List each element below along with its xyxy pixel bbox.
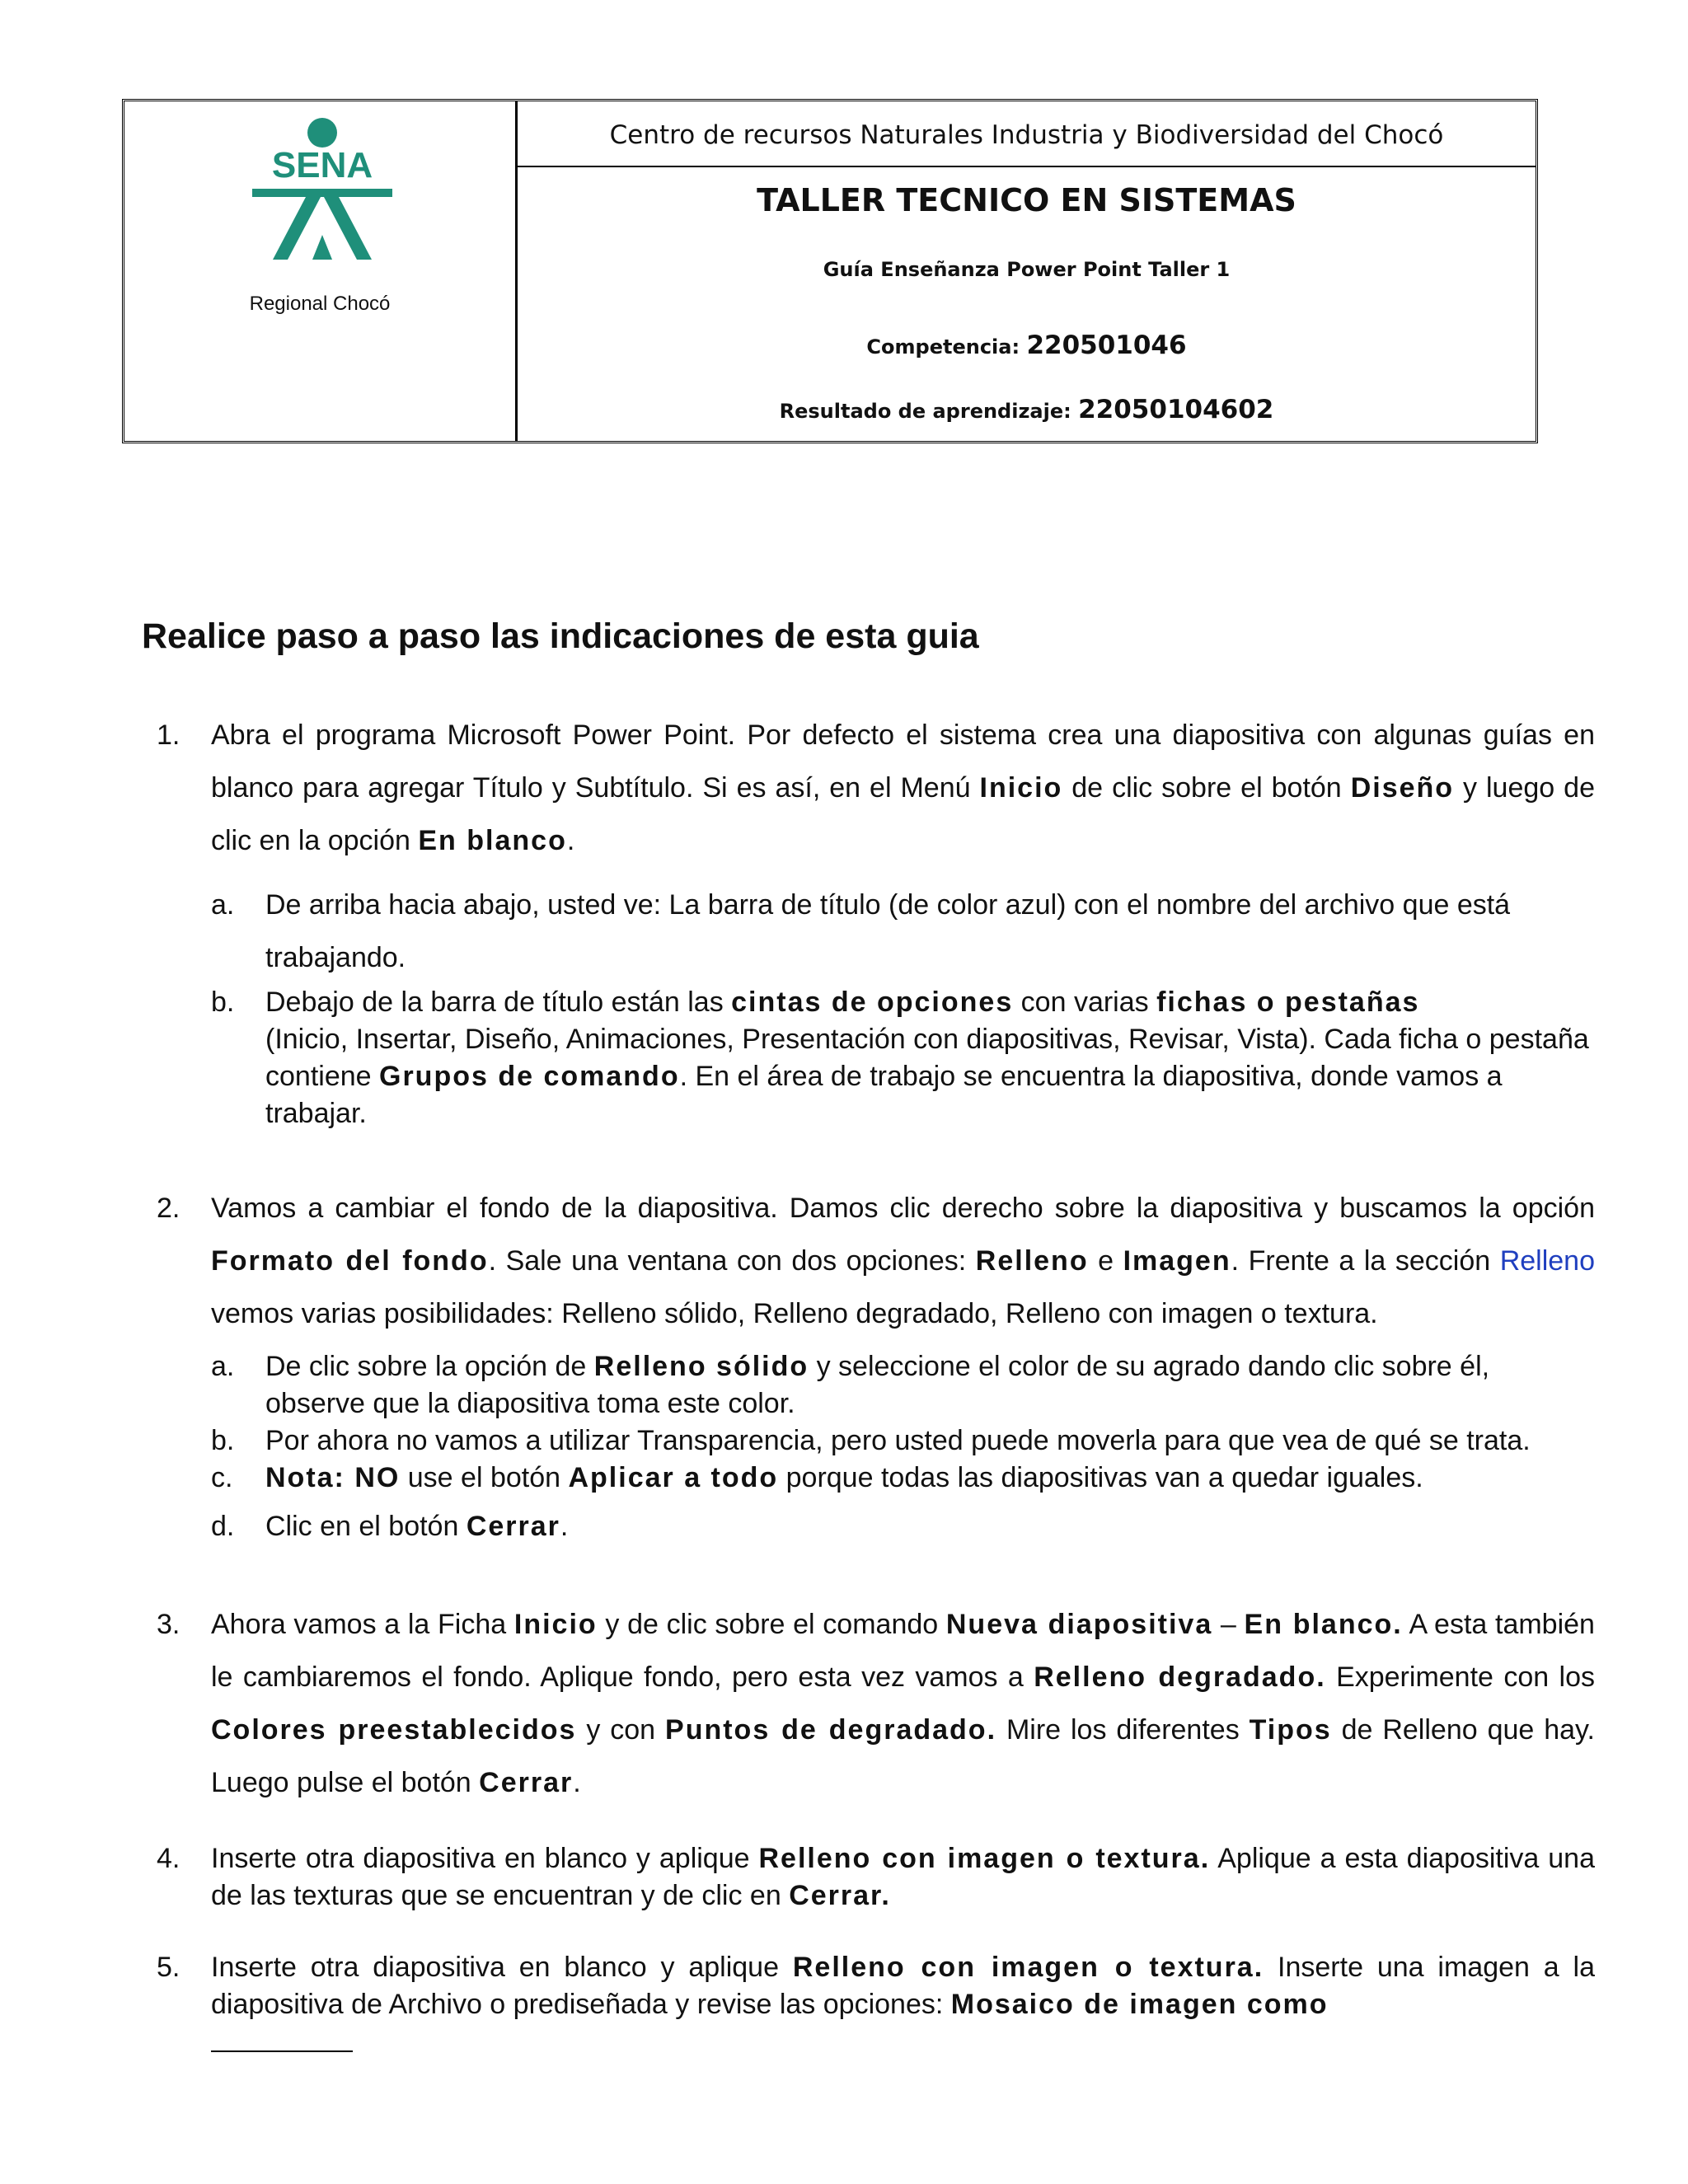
- text: contiene: [265, 1061, 379, 1092]
- result-value: 22050104602: [1078, 395, 1274, 424]
- sub-item-1b: [157, 984, 1595, 1132]
- sub-item-1a: [157, 879, 1595, 984]
- sub-item-2b: [157, 1422, 1595, 1460]
- bold-text: Formato del fondo: [211, 1245, 489, 1277]
- item-number: 1.: [157, 719, 181, 751]
- competence-label: Competencia:: [866, 335, 1020, 359]
- sub-item-2a: [157, 1348, 1595, 1422]
- bold-text: Imagen: [1123, 1245, 1231, 1277]
- guide-name: Guía Enseñanza Power Point Taller 1: [823, 258, 1231, 281]
- header-info-cell: [518, 101, 1536, 441]
- text: A esta también le cambiaremos el fondo. Aplique fondo, pero esta vez vamos a: [211, 1609, 1595, 1693]
- text: Por ahora no vamos a utilizar Transparencia, pero usted puede moverla para que vea de qué se trata.: [265, 1425, 1531, 1456]
- bold-text: Relleno con imagen o textura.: [792, 1952, 1264, 1983]
- learning-result: [518, 395, 1536, 424]
- bold-text: Tipos: [1249, 1714, 1332, 1746]
- text: Ahora vamos a la Ficha: [211, 1609, 514, 1640]
- list-item-4: [157, 1840, 1595, 1915]
- bold-text: Puntos de degradado.: [665, 1714, 997, 1746]
- text: . En el área de trabajo se encuentra la diapositiva, donde vamos a trabajar.: [265, 1061, 1503, 1129]
- sub-item-2d: [157, 1508, 1595, 1545]
- divider: [211, 2050, 353, 2052]
- text: De arriba hacia abajo, usted ve: La barra de título (de color azul) con el nombre del archivo que está trabajando.: [265, 889, 1511, 973]
- sub-letter: b.: [211, 987, 235, 1018]
- bold-text: En blanco.: [1244, 1609, 1403, 1640]
- text: .: [573, 1767, 581, 1798]
- list-item-2: [157, 1182, 1595, 1340]
- text: . Frente a la sección: [1231, 1245, 1500, 1277]
- bold-text: fichas o pestañas: [1156, 987, 1420, 1018]
- text: y con: [576, 1714, 666, 1746]
- text: de Relleno que hay. Luego pulse el botón: [211, 1714, 1595, 1798]
- bold-text: Aplicar a todo: [568, 1462, 779, 1493]
- text: y de clic sobre el comando: [597, 1609, 946, 1640]
- bold-text: Mosaico de imagen como: [950, 1989, 1329, 2020]
- sub-letter: d.: [211, 1511, 235, 1542]
- text: use el botón: [400, 1462, 569, 1493]
- text: Experimente con los: [1325, 1661, 1596, 1693]
- bold-text: Relleno sólido: [593, 1351, 809, 1382]
- header-table: [122, 99, 1538, 443]
- text: y luego de clic en la opción: [211, 772, 1595, 856]
- bold-text: Cerrar: [466, 1511, 560, 1542]
- text: Mire los diferentes: [996, 1714, 1250, 1746]
- text: Aplique a esta diapositiva una de las texturas que se encuentran y de clic en: [211, 1843, 1595, 1911]
- bold-text: Nota: NO: [265, 1462, 401, 1493]
- text: Inserte otra diapositiva en blanco y aplique: [211, 1952, 793, 1983]
- relleno-link[interactable]: Relleno: [1499, 1245, 1595, 1277]
- sub-letter: c.: [211, 1462, 233, 1493]
- bold-text: Cerrar: [479, 1767, 574, 1798]
- bold-text: Inicio: [513, 1609, 598, 1640]
- text: Inserte una imagen a la diapositiva de Archivo o prediseñada y revise las opciones:: [211, 1952, 1596, 2020]
- instructions-list: [157, 709, 1595, 2023]
- result-label: Resultado de aprendizaje:: [779, 400, 1071, 423]
- center-name: Centro de recursos Naturales Industria y Biodiversidad del Chocó: [518, 101, 1536, 167]
- item-number: 4.: [157, 1843, 181, 1874]
- text: e: [1088, 1245, 1123, 1277]
- header-logo-cell: [124, 101, 518, 441]
- competence-value: 220501046: [1026, 330, 1187, 360]
- bold-text: Relleno con imagen o textura.: [758, 1843, 1211, 1874]
- text: con varias: [1013, 987, 1157, 1018]
- sub-letter: a.: [211, 1351, 235, 1382]
- competence: [518, 330, 1536, 360]
- list-item-5: [157, 1949, 1595, 2023]
- bold-text: Relleno: [975, 1245, 1089, 1277]
- list-item-1: [157, 709, 1595, 867]
- sub-item-2c: [157, 1460, 1595, 1497]
- logo-text: SENA: [271, 145, 373, 185]
- text: Vamos a cambiar el fondo de la diapositiva. Damos clic derecho sobre la diapositiva y buscamos la opción: [211, 1193, 1595, 1224]
- bold-text: En blanco: [418, 825, 567, 856]
- regional-label: Regional Chocó: [249, 293, 391, 315]
- item-number: 3.: [157, 1609, 181, 1640]
- text: .: [566, 825, 575, 856]
- bold-text: Nueva diapositiva: [945, 1609, 1213, 1640]
- text: De clic sobre la opción de: [265, 1351, 594, 1382]
- bold-text: Colores preestablecidos: [211, 1714, 577, 1746]
- text: de clic sobre el botón: [1062, 772, 1351, 804]
- sub-letter: b.: [211, 1425, 235, 1456]
- text: y seleccione el color de su agrado dando clic sobre él, observe que la diapositiva toma este color.: [265, 1351, 1490, 1419]
- bold-text: cintas de opciones: [731, 987, 1014, 1018]
- text: porque todas las diapositivas van a quedar iguales.: [778, 1462, 1423, 1493]
- text: (Inicio, Insertar, Diseño, Animaciones, Presentación con diapositivas, Revisar, Vista). Cada ficha o pestaña: [265, 1024, 1589, 1055]
- list-item-3: [157, 1598, 1595, 1809]
- sena-logo-icon: [248, 111, 396, 260]
- text: Inserte otra diapositiva en blanco y aplique: [211, 1843, 759, 1874]
- text: Clic en el botón: [265, 1511, 467, 1542]
- bold-text: Inicio: [979, 772, 1063, 804]
- text: Debajo de la barra de título están las: [265, 987, 732, 1018]
- text: .: [560, 1511, 569, 1542]
- text: –: [1212, 1609, 1245, 1640]
- bold-text: Grupos de comando: [379, 1061, 680, 1092]
- sub-letter: a.: [211, 889, 235, 921]
- bold-text: Cerrar.: [789, 1880, 891, 1911]
- item-number: 5.: [157, 1952, 181, 1983]
- page-title: Realice paso a paso las indicaciones de esta guia: [142, 616, 979, 656]
- text: . Sale una ventana con dos opciones:: [488, 1245, 976, 1277]
- item-number: 2.: [157, 1193, 181, 1224]
- text: Abra el programa Microsoft Power Point. Por defecto el sistema crea una diapositiva con algunas guías en blanco para agregar Título y Subtítulo. Si es así, en el Menú: [211, 719, 1595, 804]
- workshop-title: TALLER TECNICO EN SISTEMAS: [757, 182, 1296, 218]
- bold-text: Relleno degradado.: [1034, 1661, 1326, 1693]
- bold-text: Diseño: [1350, 772, 1455, 804]
- text: vemos varias posibilidades: Relleno sólido, Relleno degradado, Relleno con imagen o textura.: [211, 1298, 1378, 1329]
